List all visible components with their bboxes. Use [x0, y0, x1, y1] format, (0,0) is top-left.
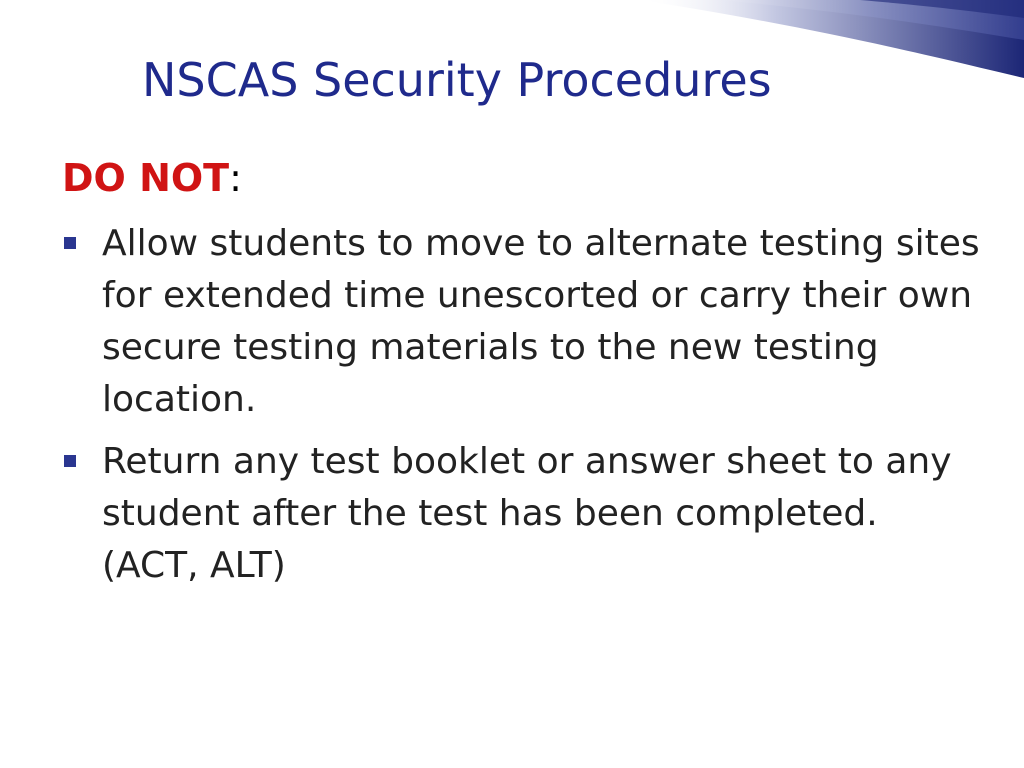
bullet-list	[62, 218, 982, 602]
subheading	[62, 150, 242, 206]
bullet-text: Allow students to move to alternate testing sites for extended time unescorted or carry their own secure testing materials to the new testing location.	[102, 223, 980, 420]
subheading-suffix: :	[229, 156, 242, 200]
bullet-item	[62, 218, 982, 426]
square-bullet-icon	[64, 237, 76, 249]
bullet-item	[62, 436, 982, 592]
square-bullet-icon	[64, 455, 76, 467]
bullet-text: Return any test booklet or answer sheet to any student after the test has been completed. (ACT, ALT)	[102, 441, 952, 586]
slide-title: NSCAS Security Procedures	[142, 53, 772, 107]
subheading-emphasis: DO NOT	[62, 156, 230, 200]
